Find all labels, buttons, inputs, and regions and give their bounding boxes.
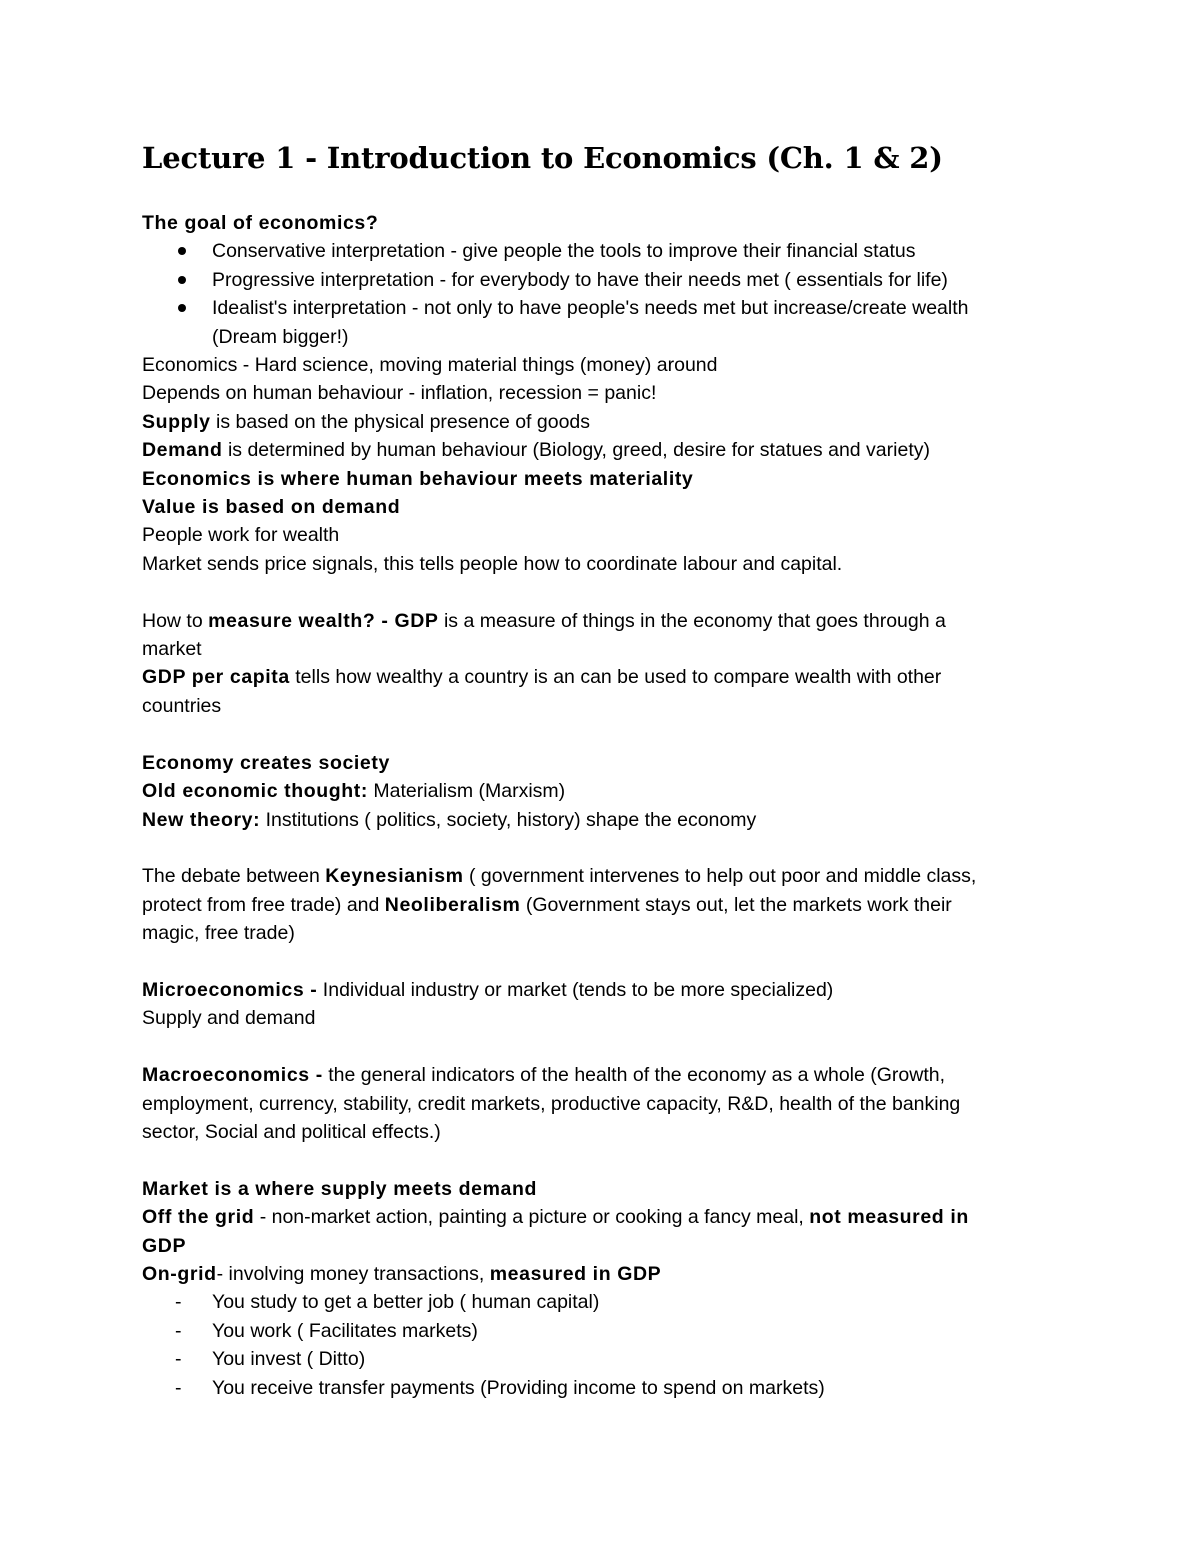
notes-body xyxy=(142,209,1072,1402)
text-line: Market sends price signals, this tells people how to coordinate labour and capital. xyxy=(142,552,843,575)
measure-line-cont: market xyxy=(142,638,202,661)
bold-line: Economy creates society xyxy=(142,751,390,774)
spacer xyxy=(142,1146,1072,1174)
spacer xyxy=(142,834,1072,862)
goal-item: Conservative interpretation - give people the tools to improve their financial status xyxy=(142,237,1072,265)
dash-marker: - xyxy=(175,1319,182,1342)
spacer xyxy=(142,720,1072,748)
on-grid-line: On-grid- involving money transactions, measured in GDP xyxy=(142,1262,662,1285)
spacer xyxy=(142,948,1072,976)
debate-line: The debate between Keynesianism ( government intervenes to help out poor and middle class, xyxy=(142,865,977,888)
debate-line: magic, free trade) xyxy=(142,922,295,945)
goal-list xyxy=(142,237,1072,351)
dash-marker: - xyxy=(175,1291,182,1314)
on-grid-item: - You invest ( Ditto) xyxy=(142,1345,1072,1373)
text-line: Depends on human behaviour - inflation, recession = panic! xyxy=(142,382,657,405)
page-title: Lecture 1 - Introduction to Economics (Ch. 1 & 2) xyxy=(142,141,943,175)
micro-line: Microeconomics - Individual industry or market (tends to be more specialized) xyxy=(142,978,834,1001)
gdp-per-capita-line-cont: countries xyxy=(142,694,222,717)
spacer xyxy=(142,1033,1072,1061)
macro-line: Macroeconomics - the general indicators of the health of the economy as a whole (Growth, xyxy=(142,1064,946,1087)
text-line: Economics - Hard science, moving material things (money) around xyxy=(142,354,718,377)
gdp-per-capita-line: GDP per capita tells how wealthy a country is an can be used to compare wealth with other xyxy=(142,666,942,689)
goal-heading: The goal of economics? xyxy=(142,212,379,234)
on-grid-list xyxy=(142,1288,1072,1402)
on-grid-item: - You receive transfer payments (Providing income to spend on markets) xyxy=(142,1374,1072,1402)
bullet-icon xyxy=(178,304,186,312)
goal-item: Progressive interpretation - for everybody to have their needs met ( essentials for life) xyxy=(142,266,1072,294)
bold-line: Economics is where human behaviour meets materiality xyxy=(142,467,694,490)
bold-line: Value is based on demand xyxy=(142,496,401,519)
measure-line: How to measure wealth? - GDP is a measure of things in the economy that goes through a xyxy=(142,609,946,632)
old-thought-line: Old economic thought: Materialism (Marxism) xyxy=(142,780,566,803)
on-grid-item: - You work ( Facilitates markets) xyxy=(142,1317,1072,1345)
bullet-icon xyxy=(178,276,186,284)
goal-item: Idealist's interpretation - not only to have people's needs met but increase/create wealth (Dream bigger!) xyxy=(142,294,1072,351)
spacer xyxy=(142,578,1072,606)
text-line: Supply and demand xyxy=(142,1007,316,1030)
text-line: People work for wealth xyxy=(142,524,340,547)
bullet-icon xyxy=(178,247,186,255)
debate-line: protect from free trade) and Neoliberalism (Government stays out, let the markets work their xyxy=(142,893,952,916)
dash-marker: - xyxy=(175,1348,182,1371)
off-grid-line-cont: GDP xyxy=(142,1234,187,1257)
bold-line: Market is a where supply meets demand xyxy=(142,1177,538,1200)
macro-line: employment, currency, stability, credit markets, productive capacity, R&D, health of the banking xyxy=(142,1092,961,1115)
on-grid-item: - You study to get a better job ( human capital) xyxy=(142,1288,1072,1316)
macro-line: sector, Social and political effects.) xyxy=(142,1120,441,1143)
demand-line: Demand is determined by human behaviour (Biology, greed, desire for statues and variety) xyxy=(142,439,930,462)
supply-line: Supply is based on the physical presence of goods xyxy=(142,410,591,433)
off-grid-line: Off the grid - non-market action, painting a picture or cooking a fancy meal, not measured in xyxy=(142,1206,969,1229)
new-theory-line: New theory: Institutions ( politics, society, history) shape the economy xyxy=(142,808,757,831)
dash-marker: - xyxy=(175,1376,182,1399)
